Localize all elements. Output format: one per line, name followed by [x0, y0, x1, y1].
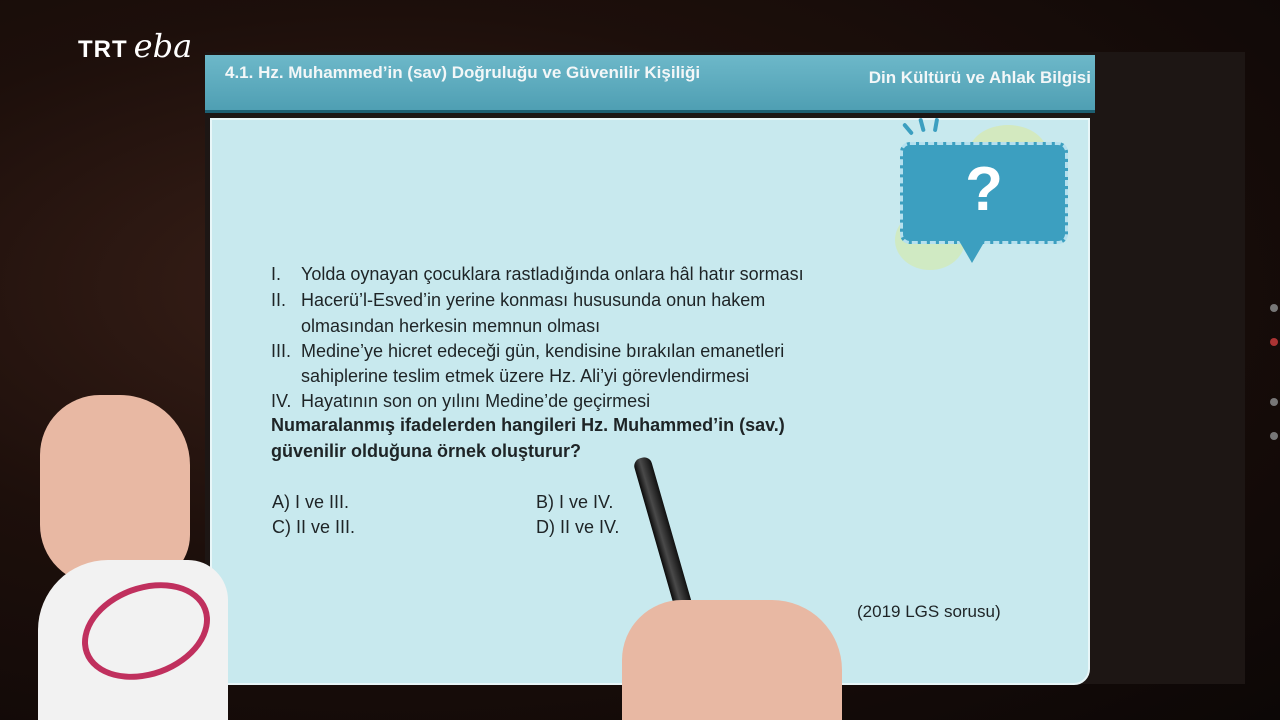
statement-3-continued: sahiplerine teslim etmek üzere Hz. Ali’yi görevlendirmesi	[301, 366, 750, 386]
statement-text: Medine’ye hicret edeceği gün, kendisine bırakılan emanetleri	[301, 341, 785, 361]
question-mark: ?	[965, 155, 1003, 224]
slide-header	[205, 55, 1095, 113]
question-line-2: güvenilir olduğuna örnek oluşturur?	[271, 441, 582, 461]
statement-text: Hacerü’l-Esved’in yerine konması hususunda onun hakem	[301, 290, 766, 310]
statement-number: II.	[271, 290, 287, 310]
logo-trt: TRT	[78, 36, 128, 63]
option-a: A) I ve III.	[272, 492, 350, 512]
option-c: C) II ve III.	[272, 517, 356, 537]
statement-number: I.	[271, 264, 282, 284]
presenter-hand	[40, 395, 190, 585]
question-bubble-icon	[900, 142, 1068, 244]
statement-number: IV.	[271, 391, 292, 411]
side-indicator	[1270, 398, 1278, 406]
option-b: B) I ve IV.	[536, 492, 614, 512]
presenter-hand	[622, 600, 842, 720]
logo-eba: eba	[133, 27, 193, 65]
side-indicator	[1270, 338, 1278, 346]
subject-label: Din Kültürü ve Ahlak Bilgisi	[868, 68, 1091, 87]
bubble-tail	[958, 239, 986, 263]
statement-text: Yolda oynayan çocuklara rastladığında onlara hâl hatır sorması	[301, 264, 804, 284]
statement-number: III.	[271, 341, 292, 361]
trt-eba-logo	[78, 27, 193, 65]
side-indicator	[1270, 304, 1278, 312]
statement-1	[271, 263, 804, 285]
question-source: (2019 LGS sorusu)	[857, 602, 1001, 621]
statement-2-continued: olmasından herkesin memnun olması	[301, 316, 601, 336]
question-line-1: Numaralanmış ifadelerden hangileri Hz. Muhammed’in (sav.)	[271, 415, 785, 435]
slide-title: 4.1. Hz. Muhammed’in (sav) Doğruluğu ve Güvenilir Kişiliği	[225, 63, 701, 82]
side-indicator	[1270, 432, 1278, 440]
statement-text: Hayatının son on yılını Medine’de geçirmesi	[301, 391, 651, 411]
statement-3	[271, 340, 784, 362]
statement-2	[271, 289, 765, 311]
option-d: D) II ve IV.	[536, 517, 620, 537]
statement-4	[271, 390, 650, 412]
